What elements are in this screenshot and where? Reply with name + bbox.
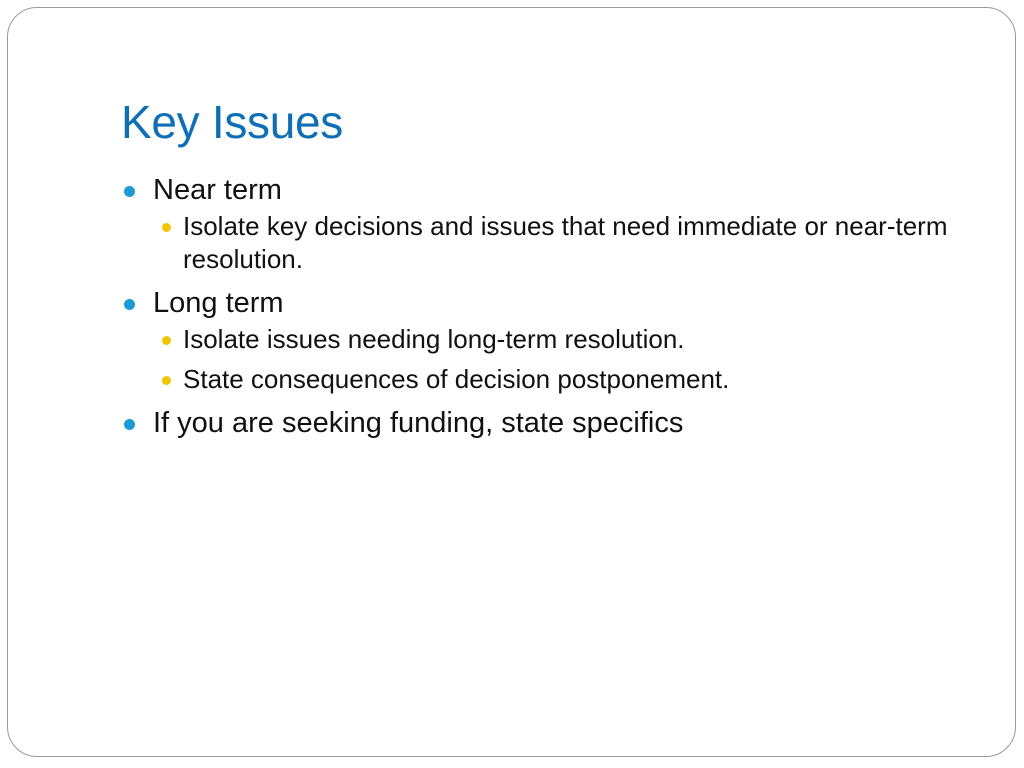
slide-body <box>121 170 981 443</box>
bullet-dot-icon <box>124 186 135 197</box>
sub-bullet-near-term-1 <box>121 210 981 276</box>
bullet-text: Long term <box>153 287 284 319</box>
bullet-long-term <box>121 283 981 323</box>
sub-bullet-text: Isolate key decisions and issues that need immediate or near-term resolution. <box>183 211 948 274</box>
sub-bullet-text: State consequences of decision postponement. <box>183 364 730 394</box>
bullet-dot-icon <box>124 299 135 310</box>
sub-bullet-dot-icon <box>162 223 171 232</box>
sub-bullet-long-term-1 <box>121 323 981 356</box>
bullet-text: If you are seeking funding, state specifics <box>153 407 684 439</box>
sub-bullet-dot-icon <box>162 336 171 345</box>
sub-bullet-text: Isolate issues needing long-term resolution. <box>183 324 685 354</box>
bullet-dot-icon <box>124 419 135 430</box>
bullet-text: Near term <box>153 174 282 206</box>
bullet-near-term <box>121 170 981 210</box>
sub-bullet-dot-icon <box>162 376 171 385</box>
slide-frame <box>7 7 1016 757</box>
sub-bullet-long-term-2 <box>121 363 981 396</box>
slide-title: Key Issues <box>121 96 343 148</box>
bullet-funding <box>121 403 981 443</box>
